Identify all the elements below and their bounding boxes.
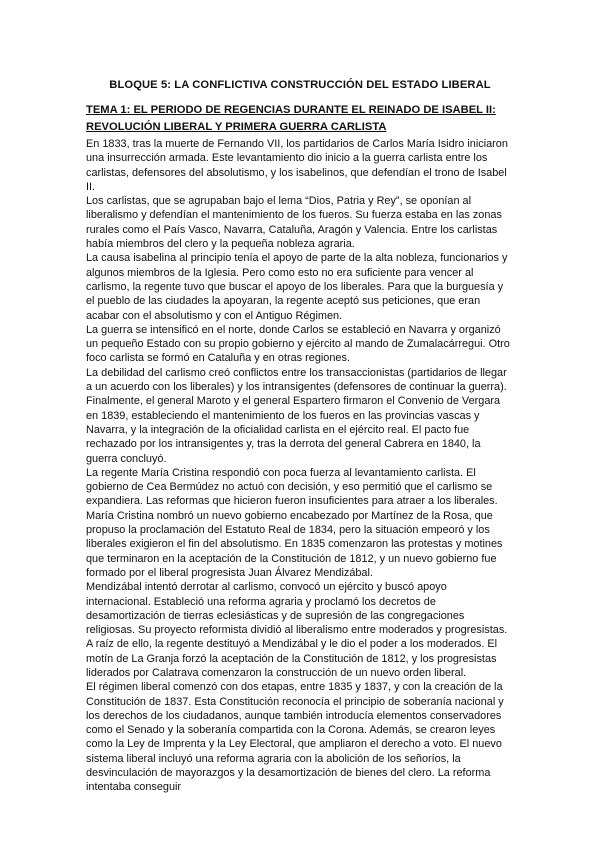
paragraph: María Cristina nombró un nuevo gobierno encabezado por Martínez de la Rosa, que propuso la proclamación del Estatuto Real de 1834, pero la situación empeoró y los liberales exigieron el fin del absolutismo. En 1835 comenzaron las protestas y motines que terminaron en la aceptación de la Constitución de 1812, y un nuevo gobierno fue formado por el liberal progresista Juan Álvarez Mendizábal. xyxy=(86,509,503,579)
paragraph: La guerra se intensificó en el norte, donde Carlos se estableció en Navarra y organizó un pequeño Estado con su propio gobierno y ejército al mando de Zumalacárregui. Otro foco carlista se formó en Cataluña y en otras regiones. xyxy=(86,323,510,365)
paragraph: La regente María Cristina respondió con poca fuerza al levantamiento carlista. El gobierno de Cea Bermúdez no actuó con decisión, y eso permitió que el carlismo se expandiera. Las reformas que hicieron fueron insuficientes para atraer a los liberales. xyxy=(86,466,498,508)
paragraph: La causa isabelina al principio tenía el apoyo de parte de la alta nobleza, funcionarios y algunos miembros de la Iglesia. Pero como esto no era suficiente para vencer al carlismo, la regente tuvo que buscar el apoyo de los liberales. Para que la burguesía y el pueblo de las ciudades la apoyaran, la regente aceptó sus peticiones, que eran acabar con el absolutismo y con el Antiguo Régimen. xyxy=(86,252,508,322)
paragraph: La debilidad del carlismo creó conflictos entre los transaccionistas (partidarios de llegar a un acuerdo con los liberales) y los intransigentes (defensores de continuar la guerra). Finalmente, el general Maroto y el general Espartero firmaron el Convenio de Vergara en 1839, estableciendo el mantenimiento de los fueros en las provincias vascas y Navarra, y la integración de la oficialidad carlista en el ejército real. El pacto fue rechazado por los intransigentes y, tras la derrota del general Cabrera en 1840, la guerra concluyó. xyxy=(86,366,507,465)
paragraph: En 1833, tras la muerte de Fernando VII, los partidarios de Carlos María Isidro iniciaron una insurrección armada. Este levantamiento dio inicio a la guerra carlista entre los carlistas, defensores del absolutismo, y los isabelinos, que defendían el trono de Isabel II. xyxy=(86,138,508,193)
paragraph: Mendizábal intentó derrotar al carlismo, convocó un ejército y buscó apoyo internacional. Estableció una reforma agraria y proclamó los decretos de desamortización de tierras eclesiásticas y de supresión de las congregaciones religiosas. Su proyecto reformista dividió al liberalismo entre moderados y progresistas. A raíz de ello, la regente destituyó a Mendizábal y le dio el poder a los moderados. El motín de La Granja forzó la aceptación de la Constitución de 1812, y los progresistas liderados por Calatrava comenzaron la construcción de un nuevo orden liberal. xyxy=(86,581,508,679)
tema-title-line-1: TEMA 1: EL PERIODO DE REGENCIAS DURANTE EL REINADO DE ISABEL II: xyxy=(86,104,496,116)
tema-title-line-2: REVOLUCIÓN LIBERAL Y PRIMERA GUERRA CARLISTA xyxy=(86,121,387,133)
paragraph: Los carlistas, que se agrupaban bajo el lema “Dios, Patria y Rey”, se oponían al liberalismo y defendían el mantenimiento de los fueros. Su fuerza estaba en las zonas rurales como el País Vasco, Navarra, Cataluña, Aragón y Valencia. Entre los carlistas había miembros del clero y la pequeña nobleza agraria. xyxy=(86,195,502,251)
block-title: BLOQUE 5: LA CONFLICTIVA CONSTRUCCIÓN DEL ESTADO LIBERAL xyxy=(109,79,491,91)
tema-title xyxy=(86,103,514,134)
paragraph: El régimen liberal comenzó con dos etapas, entre 1835 y 1837, y con la creación de la Constitución de 1837. Esta Constitución reconocía el principio de soberanía nacional y los derechos de los ciudadanos, aunque también introducía elementos conservadores como el Senado y la soberanía compartida con la Corona. Además, se crearon leyes como la Ley de Imprenta y la Ley Electoral, que ampliaron el derecho a voto. El nuevo sistema liberal incluyó una reforma agraria con la abolición de los señoríos, la desvinculación de mayorazgos y la desamortización de bienes del clero. La reforma intentaba conseguir xyxy=(86,681,504,794)
body-text xyxy=(86,137,514,795)
